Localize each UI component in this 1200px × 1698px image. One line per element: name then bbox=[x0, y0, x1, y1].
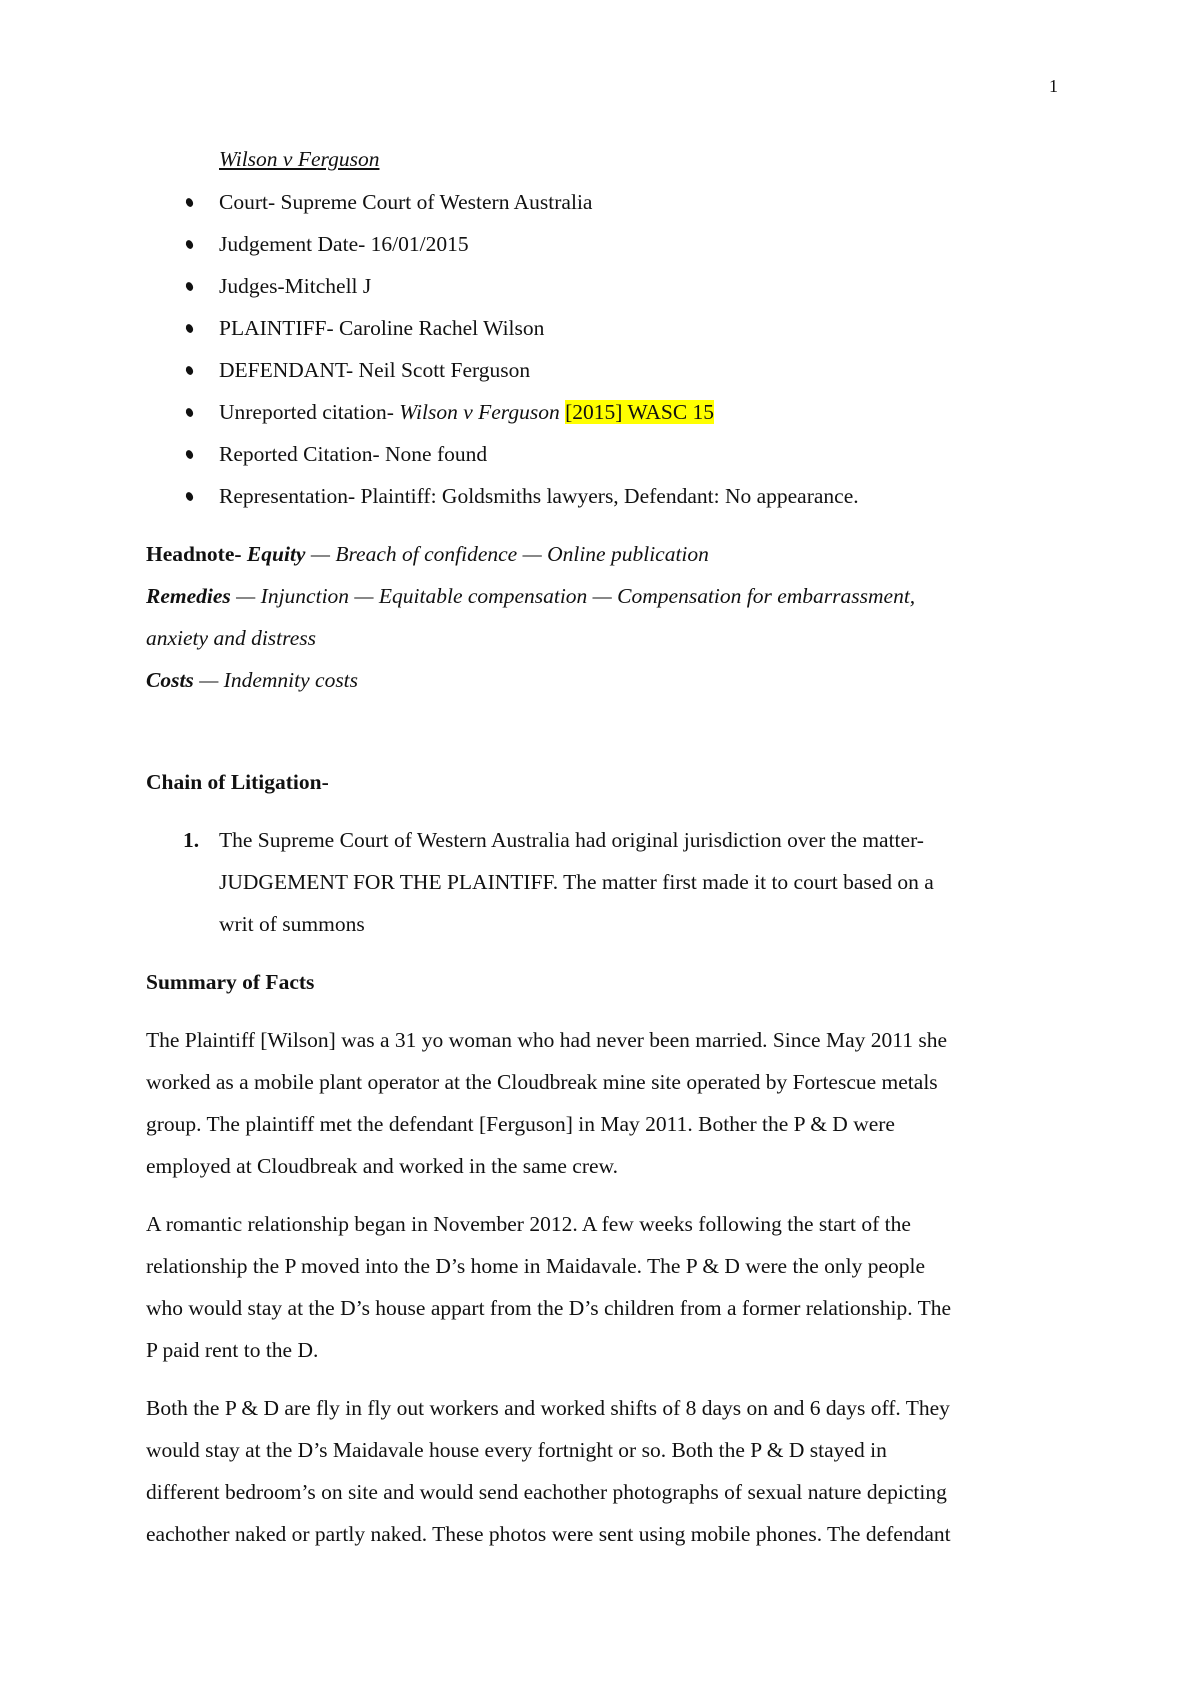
headnote-equity: Equity bbox=[246, 542, 306, 566]
paragraph-line: A romantic relationship began in November 2012. A few weeks following the start of the bbox=[146, 1212, 911, 1236]
chain-item-line: JUDGEMENT FOR THE PLAINTIFF. The matter first made it to court based on a bbox=[219, 870, 934, 894]
detail-unreported bbox=[219, 402, 714, 424]
headnote-rest: — Breach of confidence — Online publication bbox=[305, 542, 709, 566]
detail-reported: Reported Citation- None found bbox=[219, 442, 488, 466]
paragraph-line: group. The plaintiff met the defendant [Ferguson] in May 2011. Bother the P & D were bbox=[146, 1112, 895, 1136]
headnote-line bbox=[146, 544, 709, 566]
headnote-label: Headnote- bbox=[146, 542, 247, 566]
detail-representation: Representation- Plaintiff: Goldsmiths lawyers, Defendant: No appearance. bbox=[219, 484, 859, 508]
paragraph-line: who would stay at the D’s house appart from the D’s children from a former relationship. The bbox=[146, 1296, 952, 1320]
detail-court: Court- Supreme Court of Western Australia bbox=[219, 190, 593, 214]
unreported-prefix: Unreported citation- bbox=[219, 400, 400, 424]
paragraph-line: different bedroom’s on site and would send eachother photographs of sexual nature depicting bbox=[146, 1480, 947, 1504]
paragraph-line: employed at Cloudbreak and worked in the same crew. bbox=[146, 1154, 619, 1178]
paragraph-line: P paid rent to the D. bbox=[146, 1338, 319, 1362]
chain-item-line: The Supreme Court of Western Australia had original jurisdiction over the matter- bbox=[219, 828, 924, 852]
bullet-icon bbox=[185, 407, 195, 418]
paragraph-line: relationship the P moved into the D’s home in Maidavale. The P & D were the only people bbox=[146, 1254, 926, 1278]
bullet-icon bbox=[185, 281, 195, 292]
paragraph-line: eachother naked or partly naked. These photos were sent using mobile phones. The defendant bbox=[146, 1522, 951, 1546]
case-title: Wilson v Ferguson bbox=[219, 147, 380, 171]
chain-item-line: writ of summons bbox=[219, 912, 365, 936]
facts-heading: Summary of Facts bbox=[146, 970, 315, 994]
bullet-icon bbox=[185, 323, 195, 334]
paragraph-line: Both the P & D are fly in fly out workers and worked shifts of 8 days on and 6 days off. They bbox=[146, 1396, 950, 1420]
remedies-continuation: anxiety and distress bbox=[146, 626, 316, 650]
costs-rest: — Indemnity costs bbox=[193, 668, 359, 692]
chain-heading: Chain of Litigation- bbox=[146, 770, 329, 794]
remedies-label: Remedies bbox=[146, 584, 231, 608]
detail-plaintiff: PLAINTIFF- Caroline Rachel Wilson bbox=[219, 316, 545, 340]
remedies-line bbox=[146, 586, 915, 608]
citation-highlight: [2015] WASC 15 bbox=[565, 400, 715, 424]
remedies-rest: — Injunction — Equitable compensation — Compensation for embarrassment, bbox=[230, 584, 916, 608]
chain-item-number: 1. bbox=[183, 828, 200, 852]
detail-date: Judgement Date- 16/01/2015 bbox=[219, 232, 469, 256]
costs-label: Costs bbox=[146, 668, 194, 692]
costs-line bbox=[146, 670, 358, 692]
bullet-icon bbox=[185, 197, 195, 208]
bullet-icon bbox=[185, 449, 195, 460]
unreported-case: Wilson v Ferguson bbox=[399, 400, 560, 424]
page-number: 1 bbox=[1049, 76, 1058, 96]
bullet-icon bbox=[185, 239, 195, 250]
bullet-icon bbox=[185, 365, 195, 376]
paragraph-line: worked as a mobile plant operator at the Cloudbreak mine site operated by Fortescue metals bbox=[146, 1070, 938, 1094]
bullet-icon bbox=[185, 491, 195, 502]
paragraph-line: The Plaintiff [Wilson] was a 31 yo woman who had never been married. Since May 2011 she bbox=[146, 1028, 948, 1052]
detail-judges: Judges-Mitchell J bbox=[219, 274, 372, 298]
paragraph-line: would stay at the D’s Maidavale house every fortnight or so. Both the P & D stayed in bbox=[146, 1438, 887, 1462]
detail-defendant: DEFENDANT- Neil Scott Ferguson bbox=[219, 358, 531, 382]
